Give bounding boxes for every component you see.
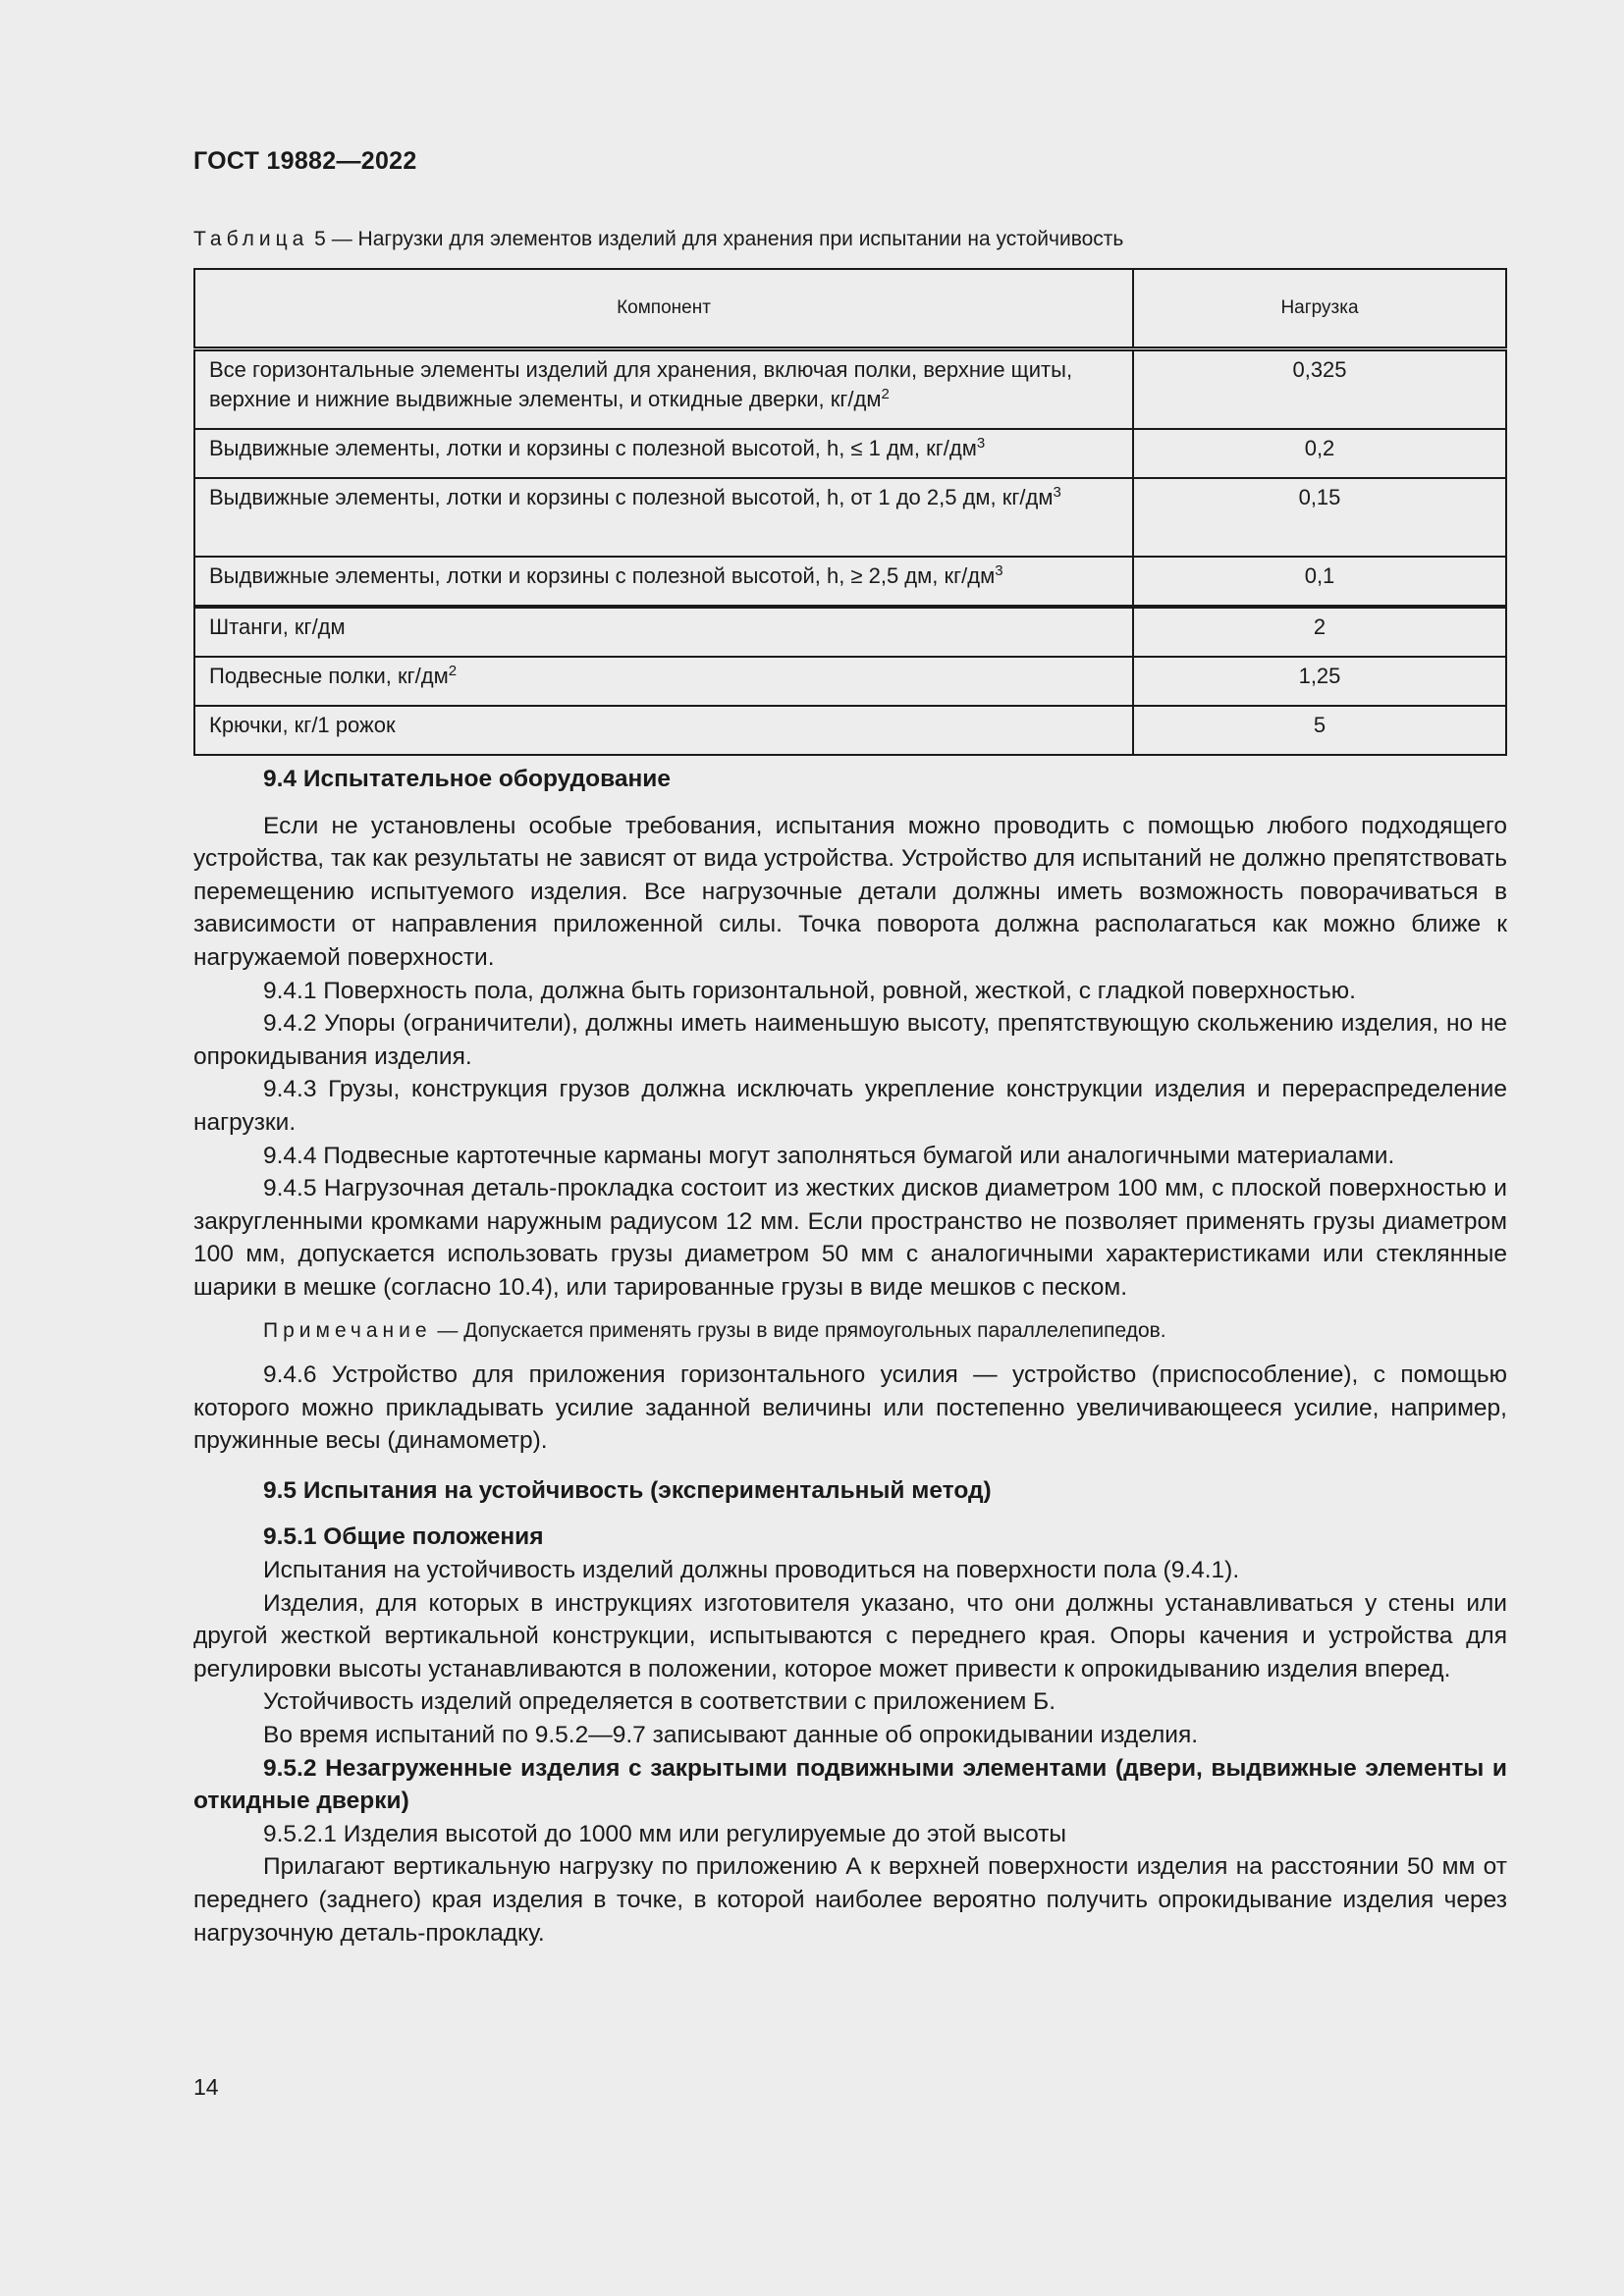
component-cell: Штанги, кг/дм [194,607,1133,657]
component-cell: Выдвижные элементы, лотки и корзины с полезной высотой, h, от 1 до 2,5 дм, $кг/дм^3$ [194,478,1133,557]
section-heading-9-5: 9.5 Испытания на устойчивость (экспериментальный метод) [263,1476,992,1504]
paragraph-9-4: Если не установлены особые требования, испытания можно проводить с помощью любого подходящего устройства, так как результаты не зависят от вида устройства. Устройство для испытаний не должно препятствовать перемещению испытуемого изделия. Все нагрузочные детали должны иметь возможность поворачиваться в зависимости от направления приложенной силы. Точка поворота должна располагаться как можно ближе к нагружаемой поверхности. [193,812,1507,971]
load-cell: 5 [1133,706,1506,755]
section-heading-9-4: 9.4 Испытательное оборудование [263,766,671,792]
load-cell: 2 [1133,607,1506,657]
paragraph-9-4-2: 9.4.2 Упоры (ограничители), должны иметь наименьшую высоту, препятствующую скольжению изделия, но не опрокидывания изделия. [193,1010,1507,1070]
page-number: 14 [193,2074,219,2100]
component-cell: Выдвижные элементы, лотки и корзины с полезной высотой, h, ≤ 1 дм, $кг/дм^3$ [194,429,1133,478]
note-label: Примечание [263,1318,432,1342]
paragraph-9-5-1-b: Изделия, для которых в инструкциях изготовителя указано, что они должны устанавливаться у стены или другой жесткой вертикальной конструкции, испытываются с переднего края. Опоры качения и устройства для регулировки высоты устанавливаются в положении, которое может привести к опрокидыванию изделия вперед. [193,1589,1507,1682]
paragraph-9-5-1-d: Во время испытаний по 9.5.2—9.7 записывают данные об опрокидывании изделия. [263,1722,1199,1749]
note [263,1314,1507,1348]
paragraph-9-4-1: 9.4.1 Поверхность пола, должна быть горизонтальной, ровной, жесткой, с гладкой поверхностью. [263,977,1356,1004]
loads-table [193,268,1507,756]
paragraph-9-4-3: 9.4.3 Грузы, конструкция грузов должна исключать укрепление конструкции изделия и перераспределение нагрузки. [193,1076,1507,1136]
subsection-heading-9-5-2-1: 9.5.2.1 Изделия высотой до 1000 мм или регулируемые до этой высоты [263,1820,1067,1847]
load-cell: 0,15 [1133,478,1506,557]
paragraph-9-5-1-c: Устойчивость изделий определяется в соответствии с приложением Б. [263,1688,1056,1716]
load-cell: 1,25 [1133,657,1506,706]
note-text: — Допускается применять грузы в виде прямоугольных параллелепипедов. [431,1318,1166,1342]
table-caption-text: 5 — Нагрузки для элементов изделий для хранения при испытании на устойчивость [308,228,1124,250]
paragraph-9-4-6: 9.4.6 Устройство для приложения горизонтального усилия — устройство (приспособление), с помощью которого можно прикладывать усилие заданной величины или постепенно увеличивающееся усилие, например, пружинные весы (динамометр). [193,1362,1507,1455]
section-heading-9-5-2: 9.5.2 Незагруженные изделия с закрытыми подвижными элементами (двери, выдвижные элементы и откидные дверки) [193,1754,1507,1815]
document-body [193,763,1507,1949]
section-heading-9-5-1: 9.5.1 Общие положения [263,1523,544,1551]
table-row [194,557,1506,607]
component-cell: Выдвижные элементы, лотки и корзины с полезной высотой, h, ≥ 2,5 дм, $кг/дм^3$ [194,557,1133,607]
load-cell: 0,1 [1133,557,1506,607]
paragraph-9-4-5: 9.4.5 Нагрузочная деталь-прокладка состоит из жестких дисков диаметром 100 мм, с плоской поверхностью и закругленными кромками наружным радиусом 12 мм. Если пространство не позволяет применять грузы диаметром 100 мм, допускается использовать грузы диаметром 50 мм с аналогичными характеристиками или стеклянные шарики в мешке (согласно 10.4), или тарированные грузы в виде мешков с песком. [193,1175,1507,1301]
paragraph-9-4-4: 9.4.4 Подвесные картотечные карманы могут заполняться бумагой или аналогичными материалами. [263,1142,1395,1169]
paragraph-9-5-1-a: Испытания на устойчивость изделий должны проводиться на поверхности пола (9.4.1). [263,1557,1240,1584]
component-cell: Все горизонтальные элементы изделий для хранения, включая полки, верхние щиты, верхние и нижние выдвижные элементы, и откидные дверки, $кг/дм^2$ [194,349,1133,430]
paragraph-9-5-2-1: Прилагают вертикальную нагрузку по приложению А к верхней поверхности изделия на расстоянии 50 мм от переднего (заднего) края изделия в точке, в которой наиболее вероятно получить опрокидывание изделия через нагрузочную деталь-прокладку. [193,1853,1507,1947]
table-row [194,349,1506,430]
table-caption-label: Таблица [193,228,309,250]
load-cell: 0,325 [1133,349,1506,430]
table-row [194,429,1506,478]
column-header-load: Нагрузка [1133,269,1506,349]
table-row [194,607,1506,657]
table-header-row [194,269,1506,349]
column-header-component: Компонент [194,269,1133,349]
component-cell: Крючки, кг/1 рожок [194,706,1133,755]
table-row [194,706,1506,755]
table-caption [193,228,1123,251]
table-row [194,657,1506,706]
load-cell: 0,2 [1133,429,1506,478]
table-row [194,478,1506,557]
document-header: ГОСТ 19882—2022 [193,147,417,175]
component-cell: Подвесные полки, $кг/дм^2$ [194,657,1133,706]
